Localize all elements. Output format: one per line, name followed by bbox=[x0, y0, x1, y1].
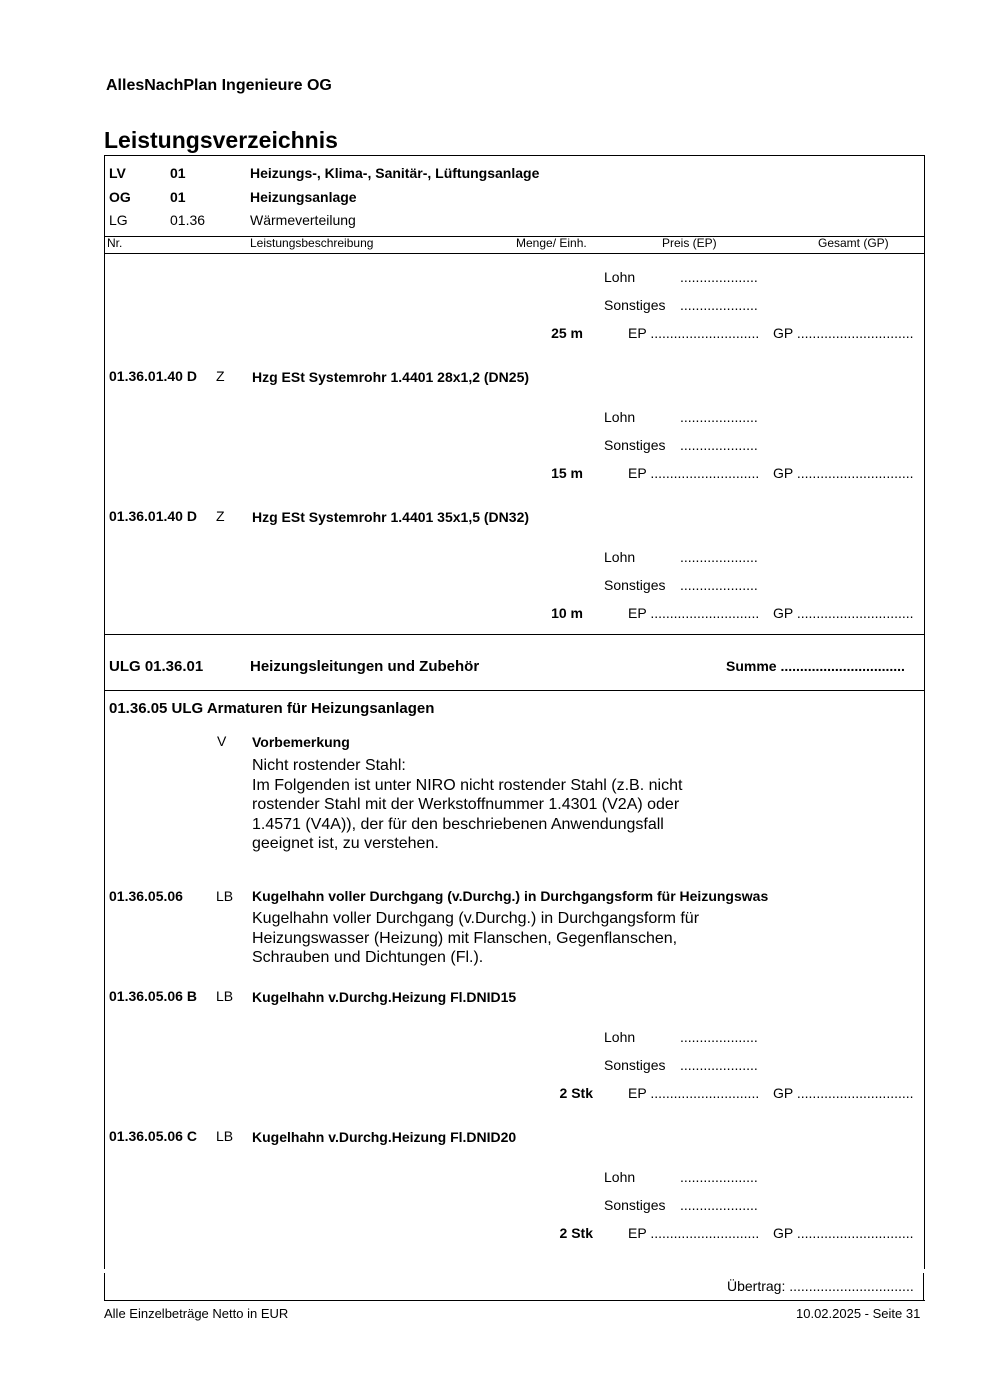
divider bbox=[104, 634, 925, 635]
lohn-dots: .................... bbox=[680, 549, 758, 565]
company-name: AllesNachPlan Ingenieure OG bbox=[106, 77, 332, 94]
vorbemerkung-text bbox=[252, 756, 722, 854]
sonstiges-dots: .................... bbox=[680, 1057, 758, 1073]
lv-title: Heizungs-, Klima-, Sanitär-, Lüftungsanlage bbox=[250, 165, 540, 181]
lv-code: LV bbox=[109, 165, 126, 181]
item-quantity: 2 Stk bbox=[559, 1225, 593, 1241]
column-header-total: Gesamt (GP) bbox=[818, 236, 889, 250]
sonstiges-dots: .................... bbox=[680, 437, 758, 453]
item-title: Hzg ESt Systemrohr 1.4401 28x1,2 (DN25) bbox=[252, 369, 530, 385]
lg-code: LG bbox=[109, 212, 128, 228]
lohn-label: Lohn bbox=[604, 409, 636, 425]
divider bbox=[104, 1300, 925, 1301]
text-line: Kugelhahn voller Durchgang (v.Durchg.) in Durchgangsform für bbox=[252, 910, 700, 927]
gp-field: GP .............................. bbox=[773, 465, 914, 481]
column-header-quantity: Menge/ Einh. bbox=[516, 236, 587, 250]
divider bbox=[104, 253, 925, 254]
lohn-label: Lohn bbox=[604, 549, 636, 565]
lohn-label: Lohn bbox=[604, 1169, 636, 1185]
item-quantity: 15 m bbox=[551, 465, 583, 481]
item-tag: Z bbox=[216, 368, 225, 384]
divider bbox=[104, 690, 925, 691]
ulg-summary-title: Heizungsleitungen und Zubehör bbox=[250, 658, 480, 675]
lohn-label: Lohn bbox=[604, 269, 636, 285]
lv-number: 01 bbox=[170, 165, 186, 181]
divider bbox=[104, 236, 925, 237]
frame-edge bbox=[104, 1273, 105, 1300]
item-number: 01.36.05.06 B bbox=[109, 988, 197, 1004]
lg-number: 01.36 bbox=[170, 212, 206, 228]
column-header-description: Leistungsbeschreibung bbox=[250, 236, 374, 250]
item-tag: LB bbox=[216, 888, 234, 904]
item-title: Kugelhahn v.Durchg.Heizung Fl.DNID20 bbox=[252, 1129, 517, 1145]
item-title: Kugelhahn voller Durchgang (v.Durchg.) in Durchgangsform für Heizungswas bbox=[252, 888, 769, 904]
lohn-dots: .................... bbox=[680, 1029, 758, 1045]
item-tag: Z bbox=[216, 508, 225, 524]
column-header-price: Preis (EP) bbox=[662, 236, 717, 250]
item-description bbox=[252, 909, 722, 968]
text-line: rostender Stahl mit der Werkstoffnummer 1.4301 (V2A) oder bbox=[252, 796, 680, 814]
gp-field: GP .............................. bbox=[773, 605, 914, 621]
item-number: 01.36.05.06 bbox=[109, 888, 183, 904]
lohn-dots: .................... bbox=[680, 1169, 758, 1185]
ep-field: EP ............................ bbox=[628, 465, 760, 481]
lohn-dots: .................... bbox=[680, 409, 758, 425]
ep-field: EP ............................ bbox=[628, 1085, 760, 1101]
text-line: Heizungswasser (Heizung) mit Flanschen, Gegenflanschen, bbox=[252, 929, 678, 947]
text-line: Nicht rostender Stahl: bbox=[252, 757, 406, 774]
item-number: 01.36.05.06 C bbox=[109, 1128, 197, 1144]
frame-edge bbox=[923, 1273, 924, 1300]
text-line: geeignet ist, zu verstehen. bbox=[252, 835, 439, 853]
sonstiges-dots: .................... bbox=[680, 297, 758, 313]
ulg-summary-label: ULG 01.36.01 bbox=[109, 658, 204, 675]
item-quantity: 2 Stk bbox=[559, 1085, 593, 1101]
text-line: 1.4571 (V4A)), der für den beschriebenen Anwendungsfall bbox=[252, 815, 664, 833]
og-title: Heizungsanlage bbox=[250, 189, 357, 205]
item-tag: LB bbox=[216, 988, 234, 1004]
sonstiges-label: Sonstiges bbox=[604, 437, 666, 453]
gp-field: GP .............................. bbox=[773, 1225, 914, 1241]
gp-field: GP .............................. bbox=[773, 1085, 914, 1101]
item-quantity: 10 m bbox=[551, 605, 583, 621]
og-number: 01 bbox=[170, 189, 186, 205]
ulg-header: 01.36.05 ULG Armaturen für Heizungsanlagen bbox=[109, 700, 435, 717]
gp-field: GP .............................. bbox=[773, 325, 914, 341]
item-title: Kugelhahn v.Durchg.Heizung Fl.DNID15 bbox=[252, 989, 517, 1005]
uebertrag: Übertrag: ................................ bbox=[727, 1278, 914, 1294]
sonstiges-label: Sonstiges bbox=[604, 577, 666, 593]
sonstiges-label: Sonstiges bbox=[604, 297, 666, 313]
item-tag: LB bbox=[216, 1128, 234, 1144]
item-title: Hzg ESt Systemrohr 1.4401 35x1,5 (DN32) bbox=[252, 509, 530, 525]
item-number: 01.36.01.40 D bbox=[109, 368, 197, 384]
sonstiges-dots: .................... bbox=[680, 1197, 758, 1213]
lohn-label: Lohn bbox=[604, 1029, 636, 1045]
item-quantity: 25 m bbox=[551, 325, 583, 341]
column-header-nr: Nr. bbox=[107, 236, 123, 250]
ep-field: EP ............................ bbox=[628, 605, 760, 621]
lg-title: Wärmeverteilung bbox=[250, 212, 356, 228]
text-line: Im Folgenden ist unter NIRO nicht rostender Stahl (z.B. nicht bbox=[252, 776, 683, 794]
vorbemerkung-title: Vorbemerkung bbox=[252, 734, 350, 750]
sonstiges-label: Sonstiges bbox=[604, 1057, 666, 1073]
footer-date-page: 10.02.2025 - Seite 31 bbox=[796, 1306, 921, 1321]
ep-field: EP ............................ bbox=[628, 325, 760, 341]
sonstiges-label: Sonstiges bbox=[604, 1197, 666, 1213]
ep-field: EP ............................ bbox=[628, 1225, 760, 1241]
sonstiges-dots: .................... bbox=[680, 577, 758, 593]
vorbemerkung-tag: V bbox=[217, 733, 227, 749]
lohn-dots: .................... bbox=[680, 269, 758, 285]
text-line: Schrauben und Dichtungen (Fl.). bbox=[252, 949, 484, 967]
og-code: OG bbox=[109, 189, 131, 205]
document-title: Leistungsverzeichnis bbox=[104, 127, 338, 153]
item-number: 01.36.01.40 D bbox=[109, 508, 197, 524]
footer-note: Alle Einzelbeträge Netto in EUR bbox=[104, 1306, 289, 1321]
ulg-summary-sum: Summe ................................ bbox=[726, 658, 905, 674]
